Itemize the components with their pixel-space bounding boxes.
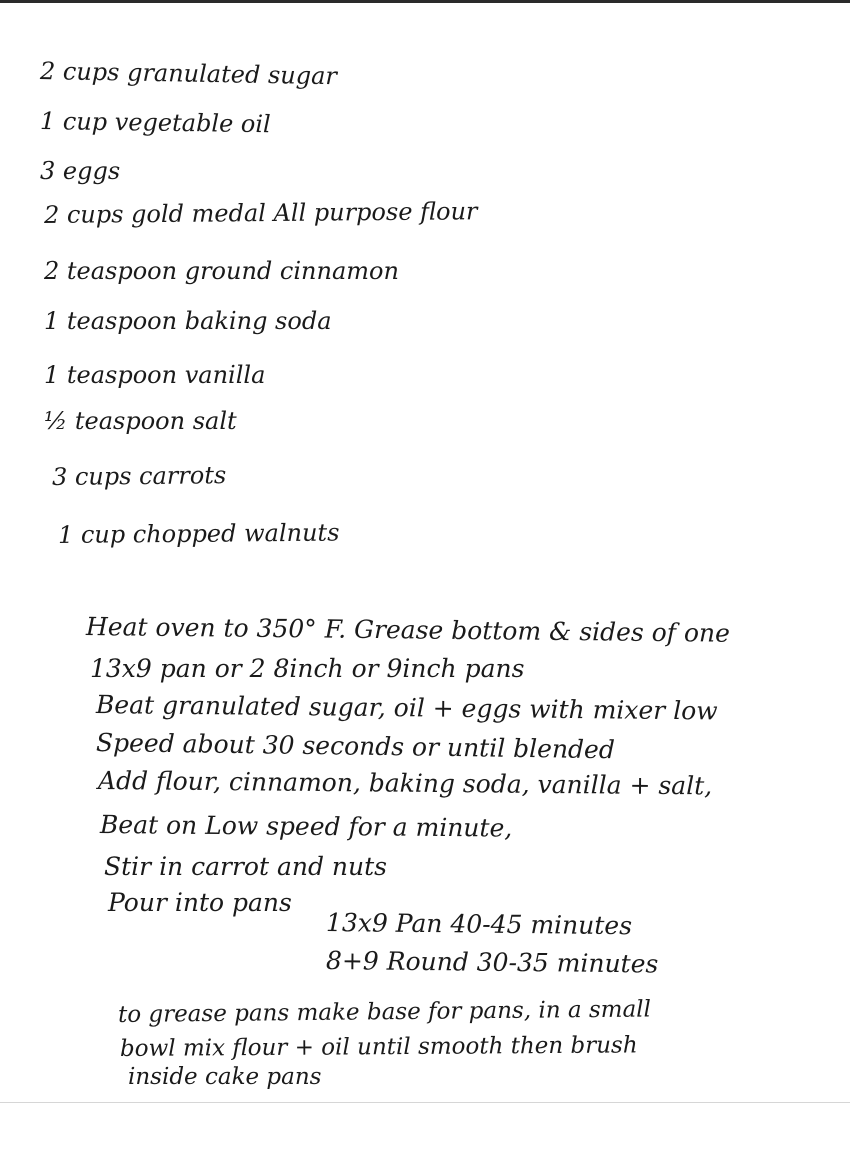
ingredient-line: 1 cup vegetable oil [39, 107, 271, 139]
note-line: bowl mix flour + oil until smooth then brush [119, 1032, 638, 1062]
note-line: to grease pans make base for pans, in a small [117, 996, 652, 1028]
bake-time-line: 8+9 Round 30-35 minutes [325, 946, 659, 979]
ingredient-line: 1 teaspoon vanilla [44, 361, 266, 389]
direction-line: Beat on Low speed for a minute, [99, 810, 513, 843]
direction-line: Add flour, cinnamon, baking soda, vanilla + salt, [97, 766, 713, 801]
ingredient-line: 3 eggs [40, 157, 121, 185]
ingredient-line: 2 cups granulated sugar [39, 57, 338, 91]
ingredient-line: 1 teaspoon baking soda [44, 307, 332, 335]
ingredient-line: 3 cups carrots [51, 461, 227, 491]
ingredient-line: 2 teaspoon ground cinnamon [44, 257, 399, 285]
scan-bottom-edge [0, 1102, 850, 1103]
bake-time-line: 13x9 Pan 40-45 minutes [325, 908, 633, 941]
direction-line: Speed about 30 seconds or until blended [95, 728, 616, 765]
direction-line: Beat granulated sugar, oil + eggs with mixer low [95, 690, 718, 726]
direction-line: Stir in carrot and nuts [104, 852, 387, 881]
direction-line: 13x9 pan or 2 8inch or 9inch pans [90, 654, 525, 683]
ingredient-line: ½ teaspoon salt [44, 407, 237, 435]
scan-top-edge [0, 0, 850, 3]
note-line: inside cake pans [128, 1064, 322, 1090]
ingredient-line: 2 cups gold medal All purpose flour [43, 197, 478, 229]
direction-line: Heat oven to 350° F. Grease bottom & sides of one [85, 612, 731, 648]
ingredient-line: 1 cup chopped walnuts [57, 518, 340, 549]
direction-line: Pour into pans [108, 888, 292, 917]
